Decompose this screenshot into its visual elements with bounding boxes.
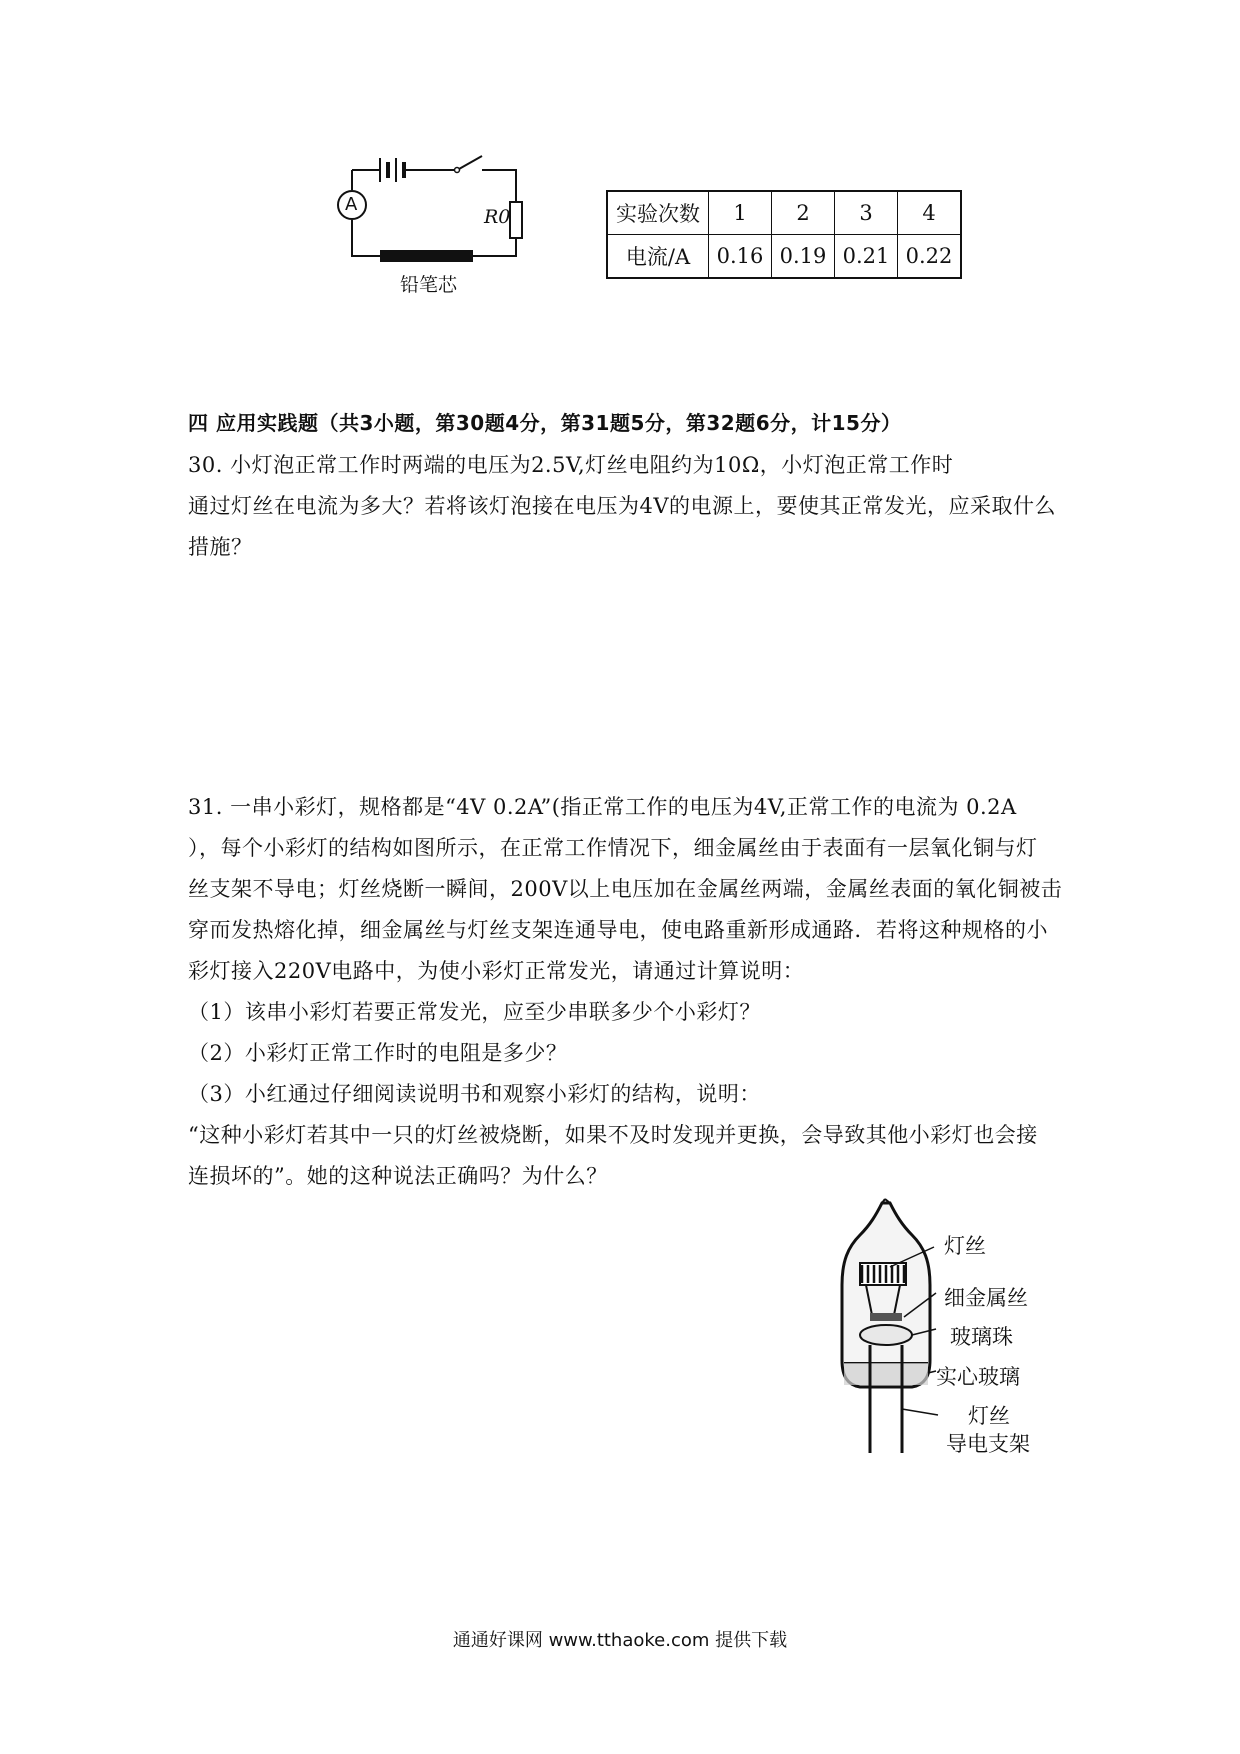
table-cell: 0.16 — [709, 235, 772, 279]
solid-glass — [844, 1363, 928, 1385]
ammeter-symbol: A — [345, 194, 358, 215]
table-row — [607, 235, 961, 279]
label-solid-glass: 实心玻璃 — [936, 1365, 1020, 1389]
label-glass-bead: 玻璃珠 — [950, 1325, 1013, 1349]
q31-line: 31. 一串小彩灯，规格都是“4V 0.2A”(指正常工作的电压为4V,正常工作的电流为 0.2A — [188, 795, 1017, 819]
q31-sub1: （1）该串小彩灯若要正常发光，应至少串联多少个小彩灯？ — [188, 1000, 761, 1024]
bulb-diagram — [830, 1195, 960, 1455]
q31-line: 丝支架不导电；灯丝烧断一瞬间，200V以上电压加在金属丝两端，金属丝表面的氧化铜被击 — [188, 877, 1063, 901]
q31-line: 穿而发热熔化掉，细金属丝与灯丝支架连通导电，使电路重新形成通路．若将这种规格的小 — [188, 918, 1048, 942]
q30-line: 30. 小灯泡正常工作时两端的电压为2.5V,灯丝电阻约为10Ω，小灯泡正常工作时 — [188, 453, 954, 477]
table-cell: 0.19 — [772, 235, 835, 279]
glass-bead — [860, 1325, 912, 1345]
section-heading: 四 应用实践题（共3小题，第30题4分，第31题5分，第32题6分，计15分） — [188, 411, 902, 435]
table-cell: 1 — [709, 191, 772, 235]
q31-line: 彩灯接入220V电路中，为使小彩灯正常发光，请通过计算说明： — [188, 959, 805, 983]
q30-line: 措施？ — [188, 535, 253, 559]
pencil-lead — [380, 250, 473, 262]
q31-quote: “这种小彩灯若其中一只的灯丝被烧断，如果不及时发现并更换，会导致其他小彩灯也会接 — [188, 1123, 1038, 1147]
label-filament: 灯丝 — [944, 1234, 986, 1258]
table-cell: 4 — [898, 191, 962, 235]
filament-coil — [860, 1263, 906, 1285]
experiment-table — [606, 190, 962, 279]
q31-sub2: （2）小彩灯正常工作时的电阻是多少？ — [188, 1041, 568, 1065]
table-cell: 实验次数 — [607, 191, 709, 235]
fine-metal-wire — [870, 1313, 902, 1321]
table-header-row — [607, 191, 961, 235]
label-support: 导电支架 — [946, 1432, 1030, 1456]
q30-line: 通过灯丝在电流为多大？若将该灯泡接在电压为4V的电源上，要使其正常发光，应采取什么 — [188, 494, 1057, 518]
q31-sub3: （3）小红通过仔细阅读说明书和观察小彩灯的结构，说明： — [188, 1082, 761, 1106]
resistor-label: R0 — [484, 206, 511, 228]
q31-quote: 连损坏的”。她的这种说法正确吗？为什么？ — [188, 1164, 608, 1188]
table-cell: 3 — [835, 191, 898, 235]
table-cell: 2 — [772, 191, 835, 235]
label-support: 灯丝 — [968, 1404, 1010, 1428]
label-fine-wire: 细金属丝 — [944, 1286, 1028, 1310]
resistor-r0 — [510, 202, 522, 238]
table-cell: 0.22 — [898, 235, 962, 279]
table-cell: 电流/A — [607, 235, 709, 279]
q31-line: ），每个小彩灯的结构如图所示，在正常工作情况下，细金属丝由于表面有一层氧化铜与灯 — [188, 836, 1038, 860]
page-footer: 通通好课网 www.tthaoke.com 提供下载 — [452, 1630, 788, 1651]
table-cell: 0.21 — [835, 235, 898, 279]
pencil-lead-label: 铅笔芯 — [400, 274, 458, 296]
